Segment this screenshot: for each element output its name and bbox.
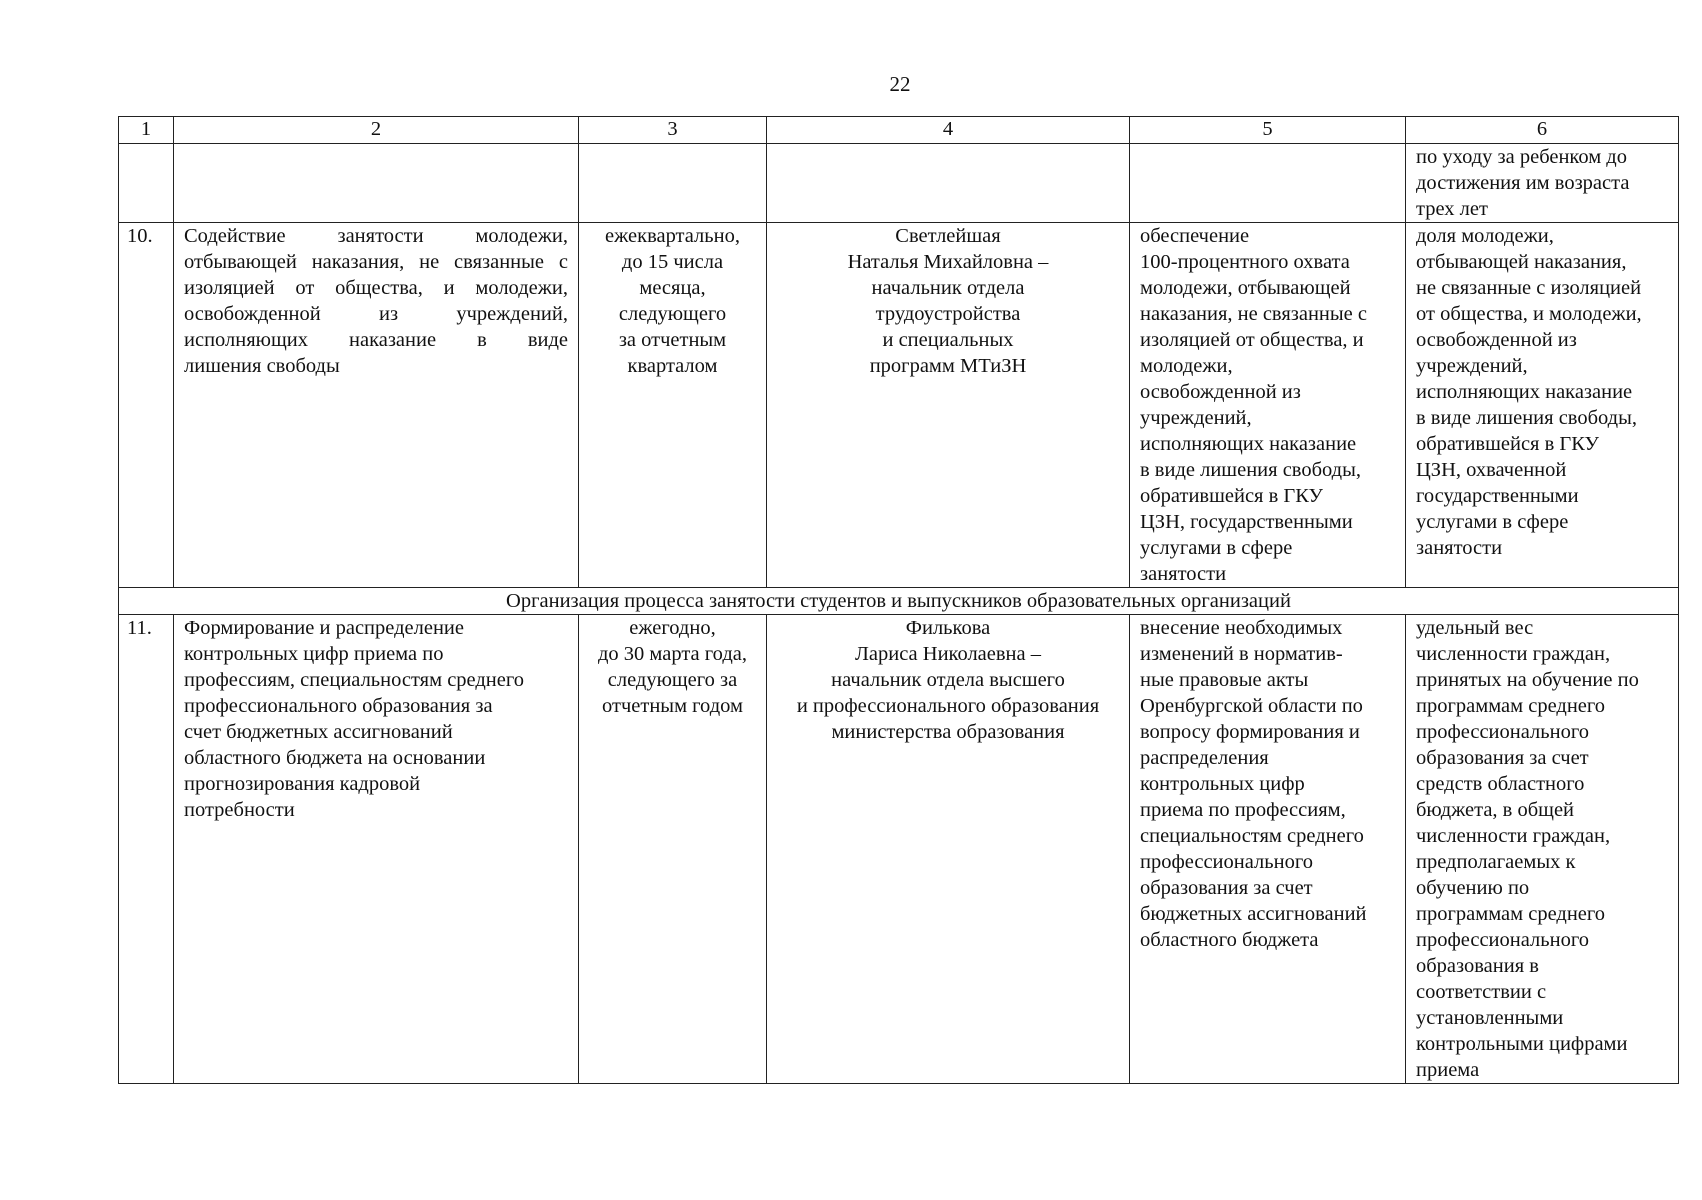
cont-cell-3 (579, 144, 767, 223)
cell-text-line: следующего за (607, 669, 738, 691)
cell-text-line: начальник отдела высшего (831, 669, 1065, 691)
cell-text-line: доля молодежи, (1416, 225, 1554, 247)
header-cell-3: 3 (579, 117, 767, 144)
cell-text-line: вопросу формирования и (1140, 721, 1360, 743)
responsible-cell (767, 223, 1130, 588)
cell-text-line: изоляцией от общества, и молодежи, (184, 277, 568, 299)
cell-text-line: исполняющих наказание в виде (184, 329, 568, 351)
cont-cell-4 (767, 144, 1130, 223)
cell-text-line: за отчетным (618, 329, 727, 351)
cell-text-line: лишения свободы (184, 355, 340, 377)
cell-text-line: услугами в сфере (1416, 511, 1569, 533)
cell-text-line: принятых на обучение по (1416, 669, 1639, 691)
cell-text-line: удельный вес (1416, 617, 1534, 639)
cell-text-line: обеспечение (1140, 225, 1250, 247)
cell-text-line: и специальных (882, 329, 1014, 351)
cell-text-line: Светлейшая (895, 225, 1001, 247)
row-number: 11. (119, 615, 174, 1084)
cell-text-line: молодежи, (1140, 355, 1233, 377)
table-header-row (119, 117, 1679, 144)
cont-cell-1 (119, 144, 174, 223)
header-cell-6: 6 (1406, 117, 1679, 144)
cell-text-line: Лариса Николаевна – (854, 643, 1042, 665)
cell-text-line: трудоустройства (875, 303, 1021, 325)
cell-text-line: следующего (618, 303, 727, 325)
section-row (119, 588, 1679, 615)
measure-cell (174, 223, 579, 588)
header-cell-2: 2 (174, 117, 579, 144)
cont-cell-2 (174, 144, 579, 223)
cell-text-line: начальник отдела (871, 277, 1025, 299)
table-row-11 (119, 615, 1679, 1084)
cell-text-line: ежегодно, (629, 617, 716, 639)
cell-text-line: Формирование и распределение (184, 617, 464, 639)
cell-text-line: программ МТиЗН (869, 355, 1027, 377)
continuation-row (119, 144, 1679, 223)
cell-text-line: численности граждан, (1416, 643, 1611, 665)
cell-text-line: обучению по (1416, 877, 1530, 899)
header-cell-5: 5 (1130, 117, 1406, 144)
cell-text-line: освобожденной из (1140, 381, 1301, 403)
cell-text-line: до 15 числа (621, 251, 724, 273)
cont-cell-5 (1130, 144, 1406, 223)
cell-text-line: средств областного (1416, 773, 1585, 795)
cell-text-line: контрольными цифрами (1416, 1033, 1628, 1055)
cell-text-line: кварталом (627, 355, 718, 377)
cell-text-line: приема (1416, 1059, 1480, 1081)
cell-text-line: в виде лишения свободы, (1416, 407, 1637, 429)
cell-text-line: изоляцией от общества, и (1140, 329, 1364, 351)
cell-text-line: бюджетных ассигнований (1140, 903, 1367, 925)
cell-text-line: численности граждан, (1416, 825, 1611, 847)
section-title: Организация процесса занятости студентов и выпускников образовательных организаций (119, 588, 1679, 615)
cell-text-line: изменений в норматив- (1140, 643, 1343, 665)
cell-text-line: наказания, не связанные с (1140, 303, 1368, 325)
cell-text-line: отбывающей наказания, не связанные с (184, 251, 568, 273)
cell-text-line: ЦЗН, государственными (1140, 511, 1353, 533)
cell-text-line: исполняющих наказание (1140, 433, 1357, 455)
cell-text-line: не связанные с изоляцией (1416, 277, 1642, 299)
deadline-cell (579, 223, 767, 588)
cell-text-line: счет бюджетных ассигнований (184, 721, 453, 743)
cell-text-line: месяца, (639, 277, 706, 299)
cell-text-line: внесение необходимых (1140, 617, 1343, 639)
cell-text-line: министерства образования (831, 721, 1065, 743)
cell-text-line: областного бюджета на основании (184, 747, 486, 769)
cell-text-line: прогнозирования кадровой (184, 773, 421, 795)
cell-text-line: до 30 марта года, (598, 643, 747, 665)
cell-text-line: профессионального образования за (184, 695, 493, 717)
cell-text-line: образования в (1416, 955, 1539, 977)
cell-text-line: занятости (1416, 537, 1503, 559)
indicator-cell (1406, 223, 1679, 588)
cell-text-line: обратившейся в ГКУ (1140, 485, 1324, 507)
cell-text-line: ежеквартально, (605, 225, 740, 247)
row-number: 10. (119, 223, 174, 588)
result-cell (1130, 223, 1406, 588)
cell-text-line: от общества, и молодежи, (1416, 303, 1642, 325)
cell-text-line: профессионального (1140, 851, 1313, 873)
cell-text-line: государственными (1416, 485, 1579, 507)
cell-text-line: приема по профессиям, (1140, 799, 1346, 821)
cell-text-line: профессионального (1416, 721, 1589, 743)
cell-text-line: исполняющих наказание (1416, 381, 1633, 403)
cell-text-line: молодежи, отбывающей (1140, 277, 1351, 299)
cell-text-line: трех лет (1416, 198, 1488, 220)
cell-text-line: распределения (1140, 747, 1269, 769)
cell-text-line: достижения им возраста (1416, 172, 1630, 194)
cell-text-line: отбывающей наказания, (1416, 251, 1627, 273)
cell-text-line: программам среднего (1416, 903, 1606, 925)
cell-text-line: Оренбургской области по (1140, 695, 1363, 717)
cell-text-line: программам среднего (1416, 695, 1606, 717)
cell-text-line: установленными (1416, 1007, 1564, 1029)
cell-text-line: областного бюджета (1140, 929, 1319, 951)
cell-text-line: бюджета, в общей (1416, 799, 1575, 821)
cell-text-line: Наталья Михайловна – (847, 251, 1049, 273)
measures-table (118, 116, 1679, 1084)
cell-text-line: контрольных цифр приема по (184, 643, 444, 665)
page-number: 22 (889, 72, 911, 96)
cell-text-line: соответствии с (1416, 981, 1547, 1003)
cell-text-line: учреждений, (1416, 355, 1528, 377)
cell-text-line: контрольных цифр (1140, 773, 1305, 795)
cell-text-line: предполагаемых к (1416, 851, 1576, 873)
measure-cell (174, 615, 579, 1084)
cell-text-line: Содействие занятости молодежи, (184, 225, 568, 247)
cell-text-line: по уходу за ребенком до (1416, 146, 1627, 168)
cell-text-line: профессионального (1416, 929, 1589, 951)
cell-text-line: услугами в сфере (1140, 537, 1293, 559)
cell-text-line: занятости (1140, 563, 1227, 585)
result-cell (1130, 615, 1406, 1084)
header-cell-1: 1 (119, 117, 174, 144)
cell-text-line: освобожденной из (1416, 329, 1577, 351)
cell-text-line: освобожденной из учреждений, (184, 303, 568, 325)
responsible-cell (767, 615, 1130, 1084)
cell-text-line: образования за счет (1416, 747, 1589, 769)
cell-text-line: Филькова (905, 617, 991, 639)
cell-text-line: в виде лишения свободы, (1140, 459, 1361, 481)
cell-text-line: образования за счет (1140, 877, 1313, 899)
indicator-cell (1406, 615, 1679, 1084)
cell-text-line: отчетным годом (602, 695, 743, 717)
cell-text-line: учреждений, (1140, 407, 1252, 429)
cont-indicator-cell (1406, 144, 1679, 223)
deadline-cell (579, 615, 767, 1084)
cell-text-line: и профессионального образования (796, 695, 1100, 717)
table-row-10 (119, 223, 1679, 588)
cell-text-line: ЦЗН, охваченной (1416, 459, 1567, 481)
cell-text-line: обратившейся в ГКУ (1416, 433, 1600, 455)
cell-text-line: профессиям, специальностям среднего (184, 669, 525, 691)
cell-text-line: ные правовые акты (1140, 669, 1309, 691)
header-cell-4: 4 (767, 117, 1130, 144)
cell-text-line: специальностям среднего (1140, 825, 1364, 847)
cell-text-line: 100-процентного охвата (1140, 251, 1350, 273)
cell-text-line: потребности (184, 799, 295, 821)
